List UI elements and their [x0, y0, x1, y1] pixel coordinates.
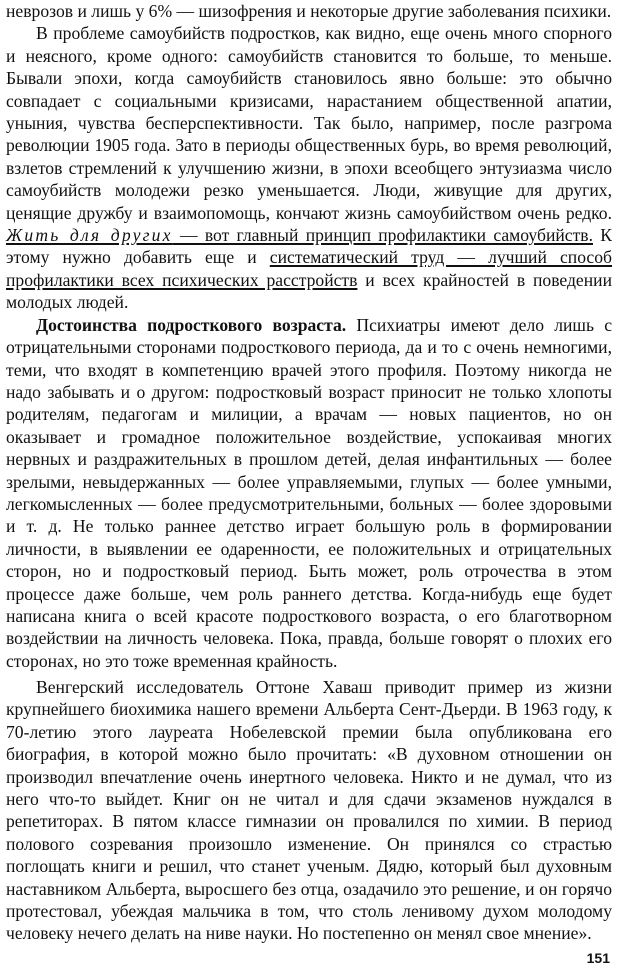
paragraph-text: Венгерский исследователь Оттоне Хаваш приводит пример из жизни крупнейшего биохимика нашего времени Альберта Сент-Дьерди. В 1963 году, к 70-летию этого лауреата Нобелевской премии была опубликована его биография, в которой можно было прочитать: «В духовном отношении он производил впечатление очень инертного человека. Никто и не думал, что из него что-то выйдет. Книг он не читал и для сдачи экзаменов нуждался в репетиторах. В пятом классе гимназии он провалился по химии. В период полового созревания произошло изменение. Он принялся со страстью поглощать книги и решил, что станет ученым. Дядю, который был духовным наставником Альберта, выросшего без отца, озадачило это решение, и он горячо протестовал, убеждая мальчика в том, что столь ленивому духом молодому человеку нечего делать на ниве науки. Но постепенно он менял свое мнение».	[6, 677, 612, 944]
underlined-text: — вот главный принцип профилактики самоубийств.	[172, 225, 593, 246]
paragraph-text: В проблеме самоубийств подростков, как видно, еще очень много спорного и неясного, кроме одного: самоубийств становится то больше, то меньше. Бывали эпохи, когда самоубийств становилось явно больше: это обычно совпадает с социальными кризисами, нарастанием общественной апатии, уныния, чувства бесперспективности. Так было, например, после разгрома революции 1905 года. Зато в периоды общественных бурь, во время революций, взлетов стремлений к улучшению жизни, в эпохи всеобщего энтузиазма число самоубийств молодежи резко уменьшается. Люди, живущие для других, ценящие дружбу и взаимопомощь, кончают жизнь самоубийством очень редко.	[6, 23, 612, 223]
paragraph-text: неврозов и лишь у 6% — шизофрения и некоторые другие заболевания психики.	[6, 1, 612, 21]
paragraph-text: и всех крайностей в поведении молодых людей.	[6, 269, 612, 313]
emphasized-phrase: Жить для других	[6, 225, 173, 246]
page-number: 151	[586, 950, 610, 966]
paragraph-suicide-prevention	[6, 22, 612, 313]
text-block-upper	[6, 0, 612, 672]
underlined-phrase: систематический труд — лучший способ профилактики всех психических расстройств	[6, 247, 612, 290]
section-heading: Достоинства подросткового возраста.	[36, 314, 347, 335]
underlined-principle	[6, 225, 593, 245]
paragraph-adolescence-merits	[6, 314, 612, 673]
paragraph-szent-gyorgyi	[6, 676, 612, 945]
paragraph-continuation	[6, 0, 612, 22]
paragraph-text: Психиатры имеют дело лишь с отрицательными сторонами подросткового периода, да и то с очень немногими, теми, что входят в компетенцию врачей этого профиля. Поэтому никогда не надо забывать и о другом: подростковый возраст приносит не только хлопоты родителям, педагогам и милиции, а врачам — новых пациентов, но он оказывает и громадное положительное воздействие, успокаивая многих нервных и раздражительных в прошлом детей, делая инфантильных — более зрелыми, невыдержанных — более управляемыми, глупых — более умными, легкомысленных — более предусмотрительными, больных — более здоровыми и т. д. Не только раннее детство играет большую роль в формировании личности, в выявлении ее одаренности, ее положительных и отрицательных сторон, но и подростковый период. Быть может, роль отрочества в этом процессе даже больше, чем роль раннего детства. Когда-нибудь еще будет написана книга о всей красоте подросткового возраста, о его благотворном воздействии на личность человека. Пока, правда, больше говорят о плохих его сторонах, но это тоже временная крайность.	[6, 314, 613, 671]
paragraph-text: К этому нужно добавить еще и	[6, 225, 612, 268]
text-block-lower	[6, 676, 612, 945]
